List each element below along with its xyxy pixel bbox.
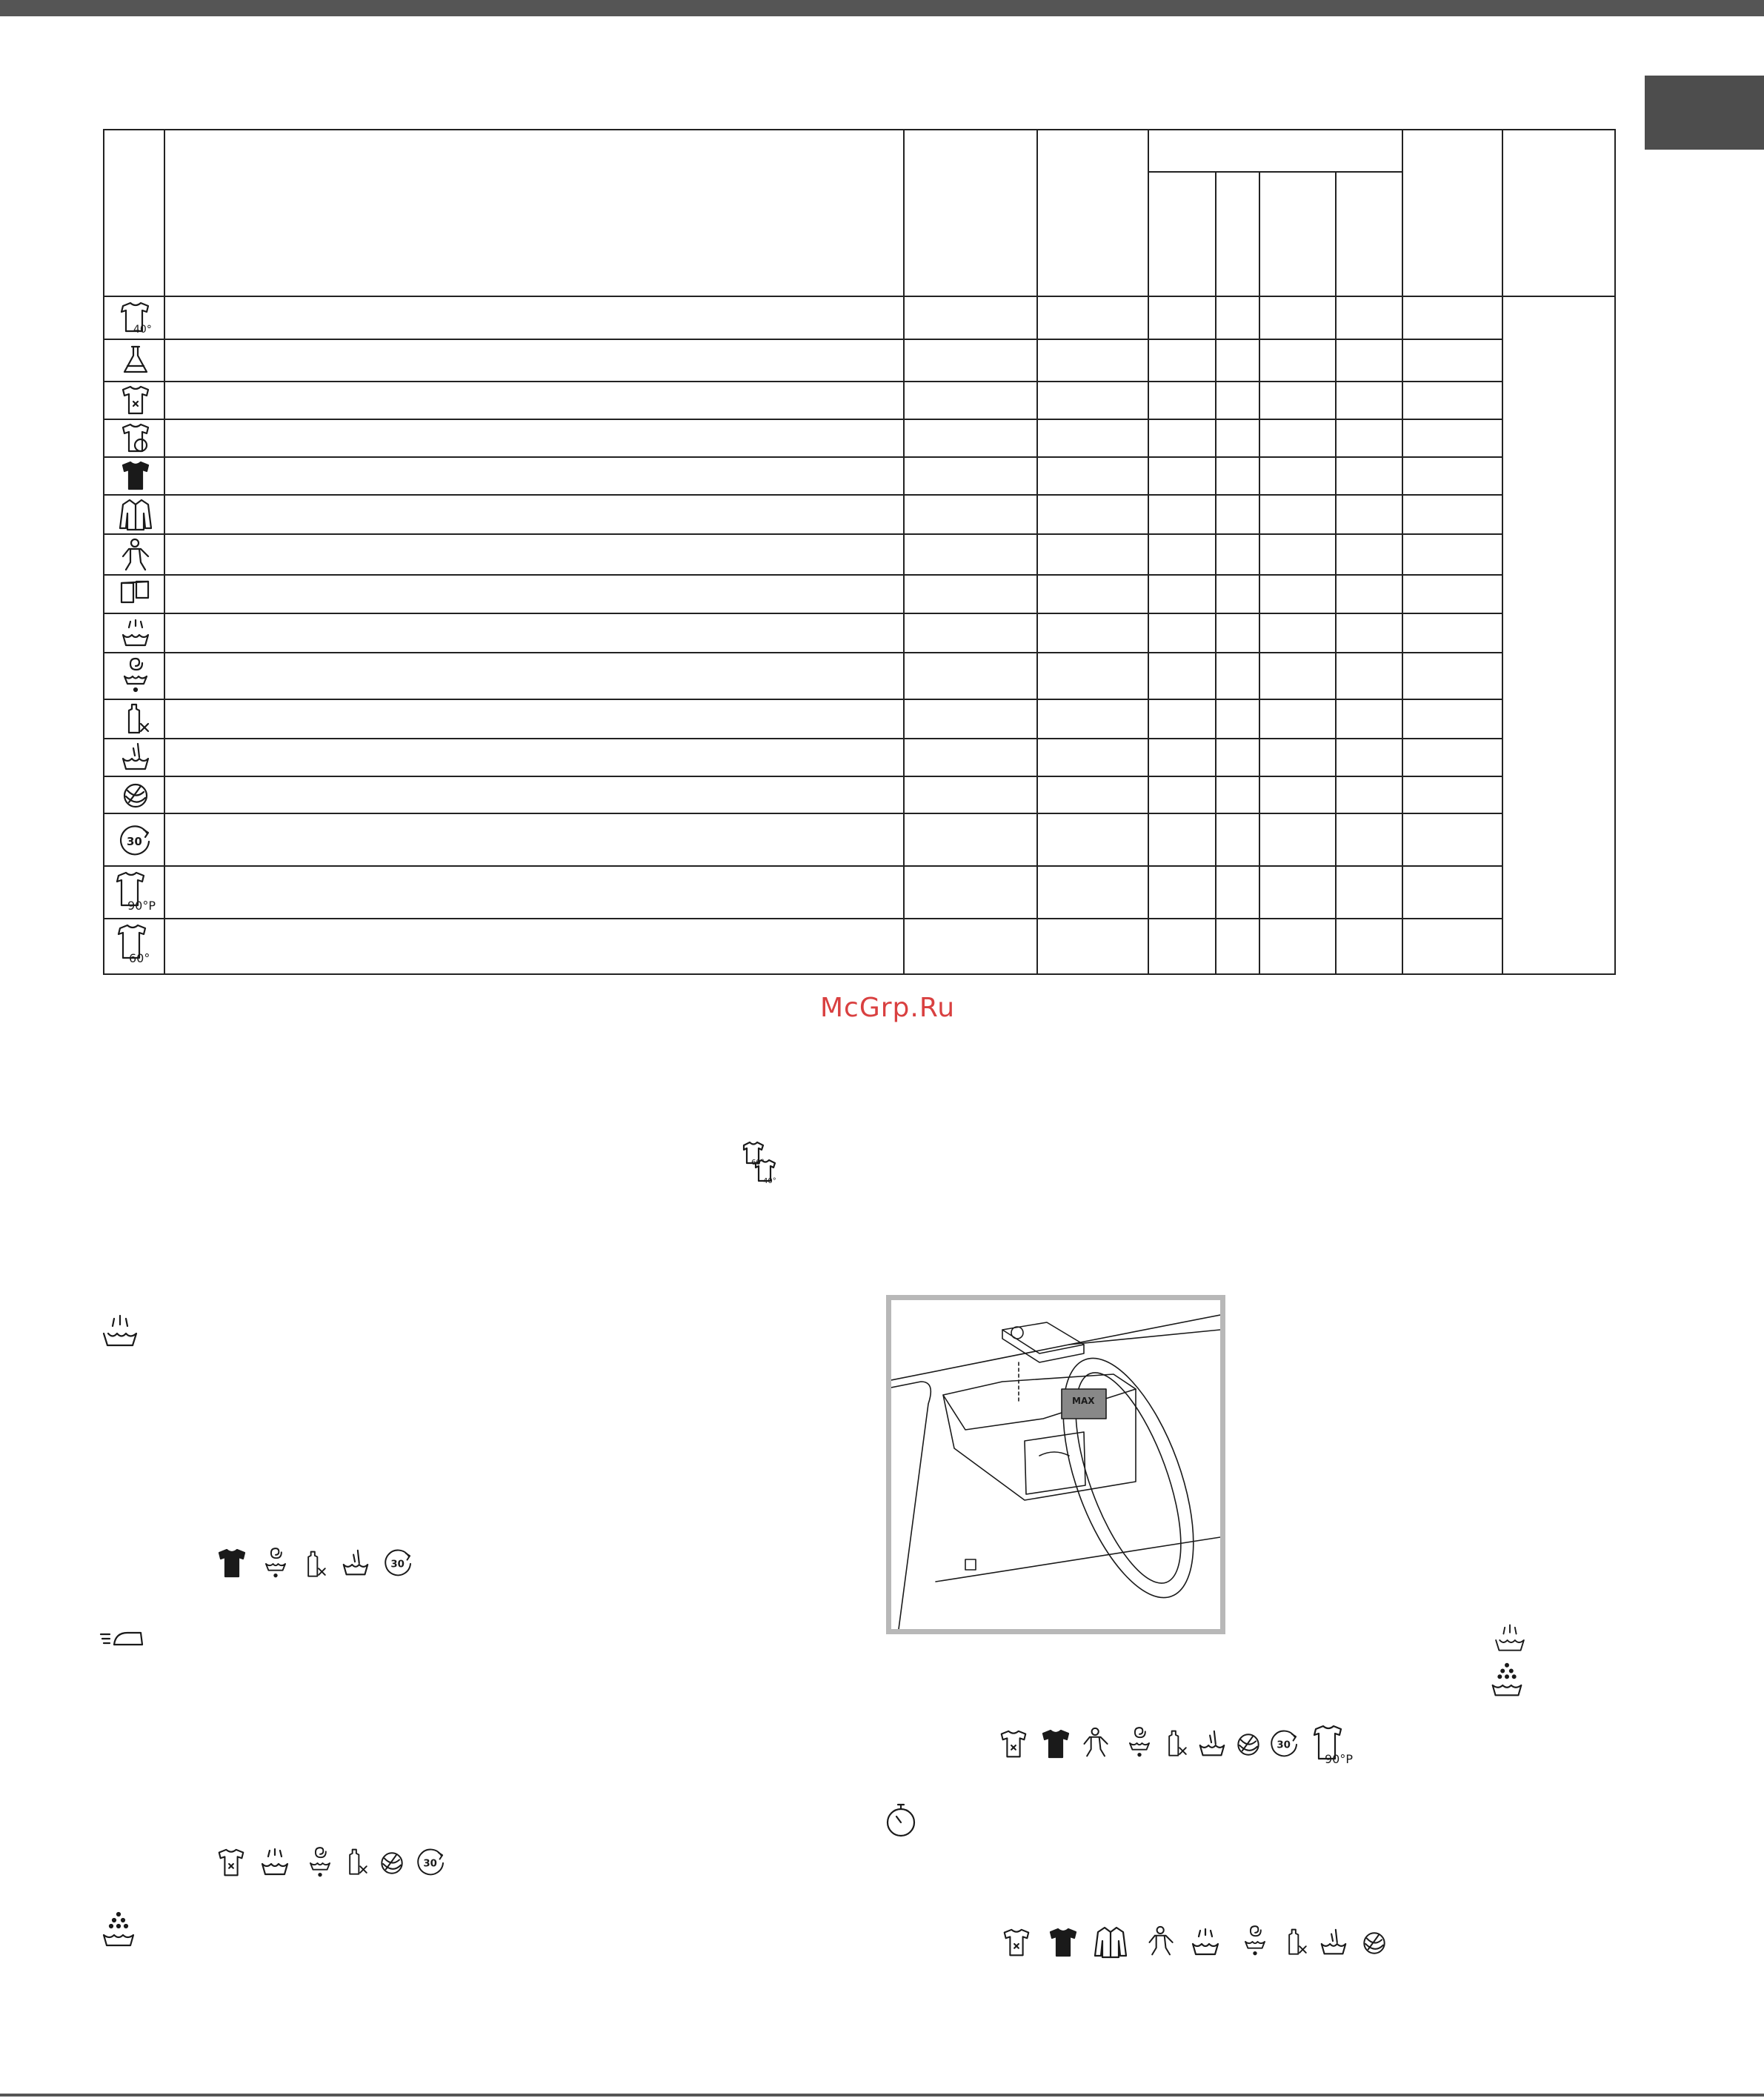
black-tshirt-icon (1048, 1926, 1080, 1960)
tshirt-40-icon (117, 300, 154, 337)
svg-text:60°: 60° (129, 951, 150, 965)
svg-text:30: 30 (127, 835, 142, 848)
watermark: McGrp.Ru (819, 993, 956, 1023)
extra-rinse-basin-icon (99, 1910, 138, 1953)
wool-icon (1359, 1928, 1390, 1959)
spiral-basin-icon (261, 1544, 290, 1584)
svg-text:90°P: 90°P (127, 899, 156, 913)
wool-icon (119, 779, 153, 813)
tshirt-60-icon (114, 922, 157, 967)
svg-text:30: 30 (423, 1858, 437, 1870)
baby-bottle-icon (1160, 1726, 1190, 1762)
black-tshirt-icon (216, 1547, 249, 1581)
spiral-basin-icon (119, 656, 153, 697)
tshirt-ball-icon (119, 422, 153, 456)
wool-icon (376, 1848, 407, 1879)
basin-dots-icon (1188, 1925, 1222, 1960)
black-tshirt-icon (119, 459, 153, 493)
tshirt-stain-icon (997, 1728, 1030, 1762)
basin-dots-icon (119, 616, 153, 651)
svg-text:90°P: 90°P (1325, 1752, 1354, 1766)
svg-text:MAX: MAX (1072, 1396, 1095, 1406)
programme-table (0, 0, 1764, 985)
tshirt-60-40-icon (741, 1141, 785, 1190)
tshirt-90p-icon (113, 870, 159, 914)
black-tshirt-icon (1040, 1728, 1073, 1762)
basin-dots-icon (258, 1845, 292, 1880)
handwash-icon (1196, 1728, 1228, 1762)
baby-bottle-icon (1280, 1925, 1310, 1960)
spiral-basin-icon (1240, 1922, 1270, 1962)
babygrow-icon (1145, 1923, 1178, 1960)
spiral-basin-icon (1125, 1723, 1154, 1763)
jacket-icon (1092, 1925, 1129, 1960)
svg-text:40°: 40° (763, 1177, 776, 1185)
delay-timer-icon (883, 1800, 919, 1840)
baby-bottle-icon (341, 1845, 370, 1880)
detergent-drawer-illustration (886, 1295, 1225, 1634)
max30-icon (116, 821, 156, 861)
svg-text:60°: 60° (751, 1159, 765, 1167)
extra-rinse-basin-icon (1488, 1661, 1526, 1702)
jacket-icon (117, 497, 154, 533)
iron-icon (99, 1625, 147, 1652)
svg-text:30: 30 (1277, 1739, 1291, 1751)
wool-icon (1233, 1729, 1264, 1760)
handwash-icon (339, 1547, 372, 1581)
handwash-icon (1317, 1926, 1350, 1960)
baby-bottle-icon (299, 1547, 329, 1582)
max30-icon (381, 1545, 416, 1581)
svg-text:40°: 40° (133, 324, 152, 336)
svg-text:30: 30 (390, 1559, 405, 1571)
prewash-basin-icon (99, 1313, 141, 1354)
babygrow-icon (119, 537, 154, 574)
handwash-icon (119, 741, 153, 775)
tshirt-90p-icon (1310, 1723, 1356, 1768)
tshirt-stain-icon (1000, 1926, 1033, 1960)
max30-icon (1267, 1726, 1302, 1762)
footer-rule (0, 2094, 1764, 2097)
max30-icon (413, 1845, 449, 1880)
prewash-basin-icon (1492, 1622, 1528, 1658)
babygrow-icon (1080, 1725, 1113, 1762)
flask-icon (119, 342, 153, 378)
baby-bottle-icon (119, 702, 153, 737)
tshirt-stain-icon (119, 384, 153, 418)
spiral-basin-icon (305, 1843, 335, 1883)
tshirt-stain-icon (215, 1846, 247, 1880)
towels-icon (117, 577, 154, 611)
